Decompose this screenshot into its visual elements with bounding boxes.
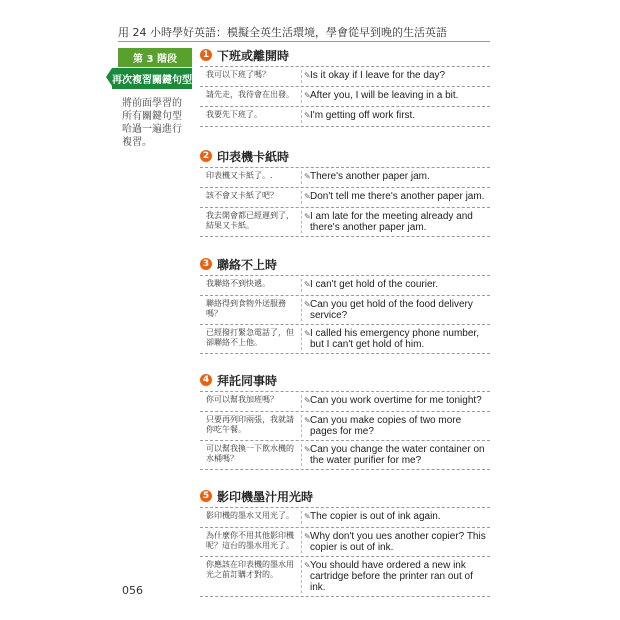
section-2: [200, 148, 490, 237]
phrase-row: [200, 86, 490, 106]
phrase-chinese: 印表機又卡紙了。.: [200, 171, 302, 184]
stage-description: 將前面學習的所有關鍵句型哈過一遍進行複習。: [122, 98, 182, 148]
phrase-english: ✎ I'm getting off work first.: [304, 110, 416, 121]
stage-tag: 第 3 階段: [118, 48, 192, 67]
pen-icon: ✎: [304, 71, 311, 80]
phrase-chinese: 該不會又卡紙了吧？: [200, 191, 302, 204]
phrase-chinese: 已經撥打緊急電話了，但卻聯絡不上他。: [200, 328, 302, 350]
phrase-english: ✎ There's another paper jam.: [304, 171, 430, 182]
phrase-row: [200, 556, 490, 597]
section-number-icon: 5: [200, 490, 212, 502]
phrase-chinese: 我聯絡不到快遞。: [200, 279, 302, 292]
section-number-icon: 1: [200, 49, 212, 61]
section-3: [200, 256, 490, 354]
phrase-chinese: 影印機的墨水又用光了。: [200, 511, 302, 524]
phrase-chinese: 你可以幫我加班嗎？: [200, 395, 302, 408]
section-title-text: 影印機墨汁用光時: [217, 489, 314, 504]
section-1: [200, 47, 490, 127]
pen-icon: ✎: [304, 192, 311, 201]
section-title: [200, 372, 490, 388]
section-title-text: 聯絡不上時: [217, 257, 278, 272]
phrase-english: ✎ I called his emergency phone number, but I can't get hold of him.: [304, 328, 479, 350]
phrase-chinese: 請先走，我待會在出發。: [200, 90, 302, 103]
section-title-text: 下班或離開時: [217, 48, 290, 63]
pen-icon: ✎: [304, 212, 311, 221]
phrase-row: [200, 207, 490, 237]
header-rule: [118, 41, 490, 42]
phrase-english: ✎ Can you change the water container on the water purifier for me?: [304, 444, 485, 466]
phrase-row: [200, 106, 490, 127]
section-title: [200, 47, 490, 63]
pen-icon: ✎: [304, 280, 311, 289]
phrase-row: [200, 275, 490, 295]
pen-icon: ✎: [304, 396, 311, 405]
phrase-english: ✎ After you, I will be leaving in a bit.: [304, 90, 459, 101]
phrase-row: [200, 167, 490, 187]
phrase-english: ✎ Why don't you ues another copier? This copier is out of ink.: [304, 531, 486, 553]
phrase-row: [200, 411, 490, 440]
section-title: [200, 148, 490, 164]
phrase-row: [200, 324, 490, 354]
pen-icon: ✎: [304, 532, 311, 541]
pen-icon: ✎: [304, 111, 311, 120]
sidebar: [112, 48, 192, 149]
phrase-chinese: 你應該在印表機的墨水用光之前訂購才對的。: [200, 560, 302, 593]
section-title-text: 印表機卡紙時: [217, 149, 290, 164]
pen-icon: ✎: [304, 329, 311, 338]
phrase-row: [200, 527, 490, 556]
pen-icon: ✎: [304, 445, 311, 454]
phrase-row: [200, 295, 490, 324]
section-title: [200, 488, 490, 504]
section-number-icon: 2: [200, 150, 212, 162]
phrase-row: [200, 391, 490, 411]
phrase-row: [200, 507, 490, 527]
stage-subtitle: 再次複習關鍵句型: [112, 68, 192, 89]
section-5: [200, 488, 490, 597]
phrase-chinese: 我要先下班了。: [200, 110, 302, 123]
phrase-english: ✎ Don't tell me there's another paper jam.: [304, 191, 485, 202]
pen-icon: ✎: [304, 91, 311, 100]
phrase-english: ✎ I am late for the meeting already and there's another paper jam.: [304, 211, 473, 233]
section-number-icon: 4: [200, 374, 212, 386]
phrase-english: ✎ Can you work overtime for me tonight?: [304, 395, 482, 406]
page-number: 056: [122, 584, 143, 597]
phrase-english: ✎ Is it okay if I leave for the day?: [304, 70, 446, 81]
section-title-text: 拜託同事時: [217, 373, 278, 388]
phrase-english: ✎ You should have ordered a new ink cartridge before the printer ran out of ink.: [304, 560, 473, 593]
pen-icon: ✎: [304, 561, 311, 570]
pen-icon: ✎: [304, 512, 311, 521]
pen-icon: ✎: [304, 300, 311, 309]
phrase-row: [200, 440, 490, 470]
phrase-english: ✎ Can you get hold of the food delivery service?: [304, 299, 473, 321]
phrase-english: ✎ I can't get hold of the courier.: [304, 279, 439, 290]
phrase-chinese: 聯絡得到食物外送服務嗎？: [200, 299, 302, 321]
running-header: 用 24 小時學好英語：模擬全英生活環境，學會從早到晚的生活英語: [118, 26, 447, 39]
phrase-chinese: 為什麼你不用其他影印機呢？這台的墨水用光了。: [200, 531, 302, 553]
section-title: [200, 256, 490, 272]
phrase-chinese: 可以幫我換一下飲水機的水桶嗎？: [200, 444, 302, 466]
phrase-chinese: 我可以下班了嗎？: [200, 70, 302, 83]
phrase-chinese: 我去開會都已經遲到了，結果又卡紙。: [200, 211, 302, 233]
phrase-row: [200, 187, 490, 207]
section-number-icon: 3: [200, 258, 212, 270]
pen-icon: ✎: [304, 172, 311, 181]
phrase-chinese: 只要再列印兩張，我就請你吃午餐。: [200, 415, 302, 437]
section-4: [200, 372, 490, 470]
phrase-english: ✎ The copier is out of ink again.: [304, 511, 441, 522]
pen-icon: ✎: [304, 416, 311, 425]
phrase-english: ✎ Can you make copies of two more pages for me?: [304, 415, 462, 437]
phrase-row: [200, 66, 490, 86]
